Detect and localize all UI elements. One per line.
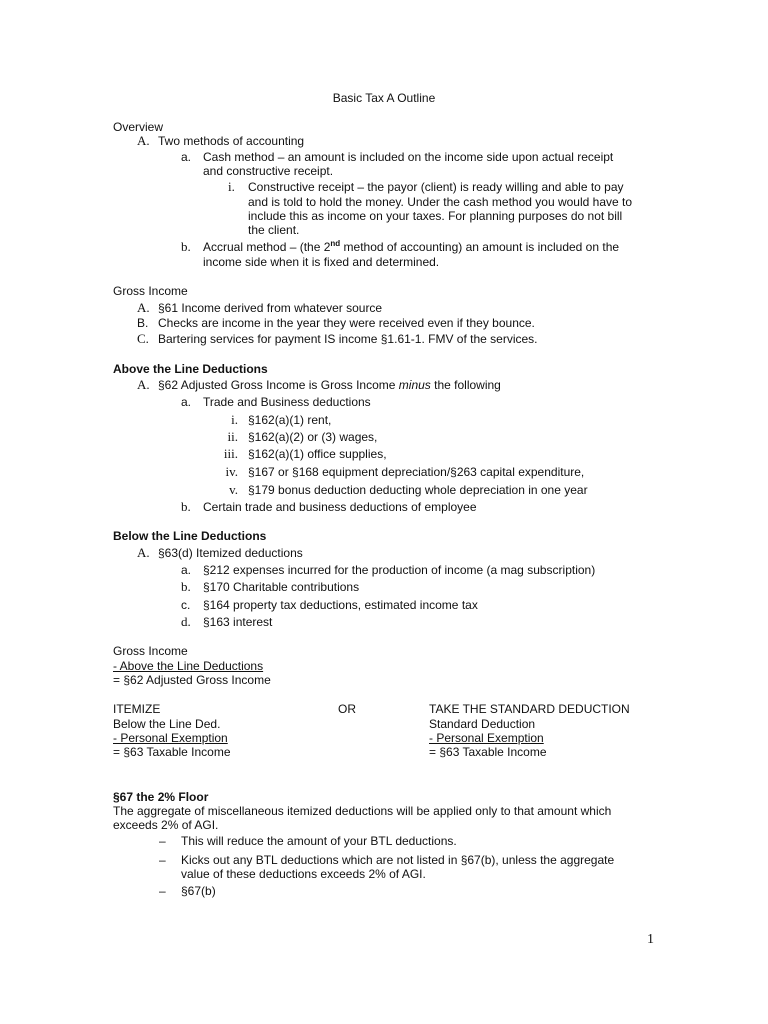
list-item: §179 bonus deduction deducting whole depreciation in one year [248, 483, 588, 497]
list-marker: iv. [225, 464, 238, 479]
floor-heading: §67 the 2% Floor [113, 790, 209, 804]
list-marker: v. [229, 482, 238, 497]
page-title: Basic Tax A Outline [332, 91, 436, 105]
cash-method-line: Cash method – an amount is included on the income side upon actual receipt [203, 150, 614, 164]
list-marker: a. [181, 150, 192, 164]
list-marker: b. [181, 579, 191, 594]
itemize-heading: ITEMIZE [113, 702, 161, 716]
list-item: §63(d) Itemized deductions [158, 546, 303, 560]
agi-definition: §62 Adjusted Gross Income is Gross Income minus the following [158, 378, 501, 392]
dash-bullet: – [159, 853, 166, 867]
formula-line: = §62 Adjusted Gross Income [113, 673, 271, 687]
list-item: This will reduce the amount of your BTL deductions. [181, 834, 457, 848]
page-number: 1 [647, 932, 654, 947]
list-item: value of these deductions exceeds 2% of AGI. [181, 867, 426, 881]
list-marker: b. [181, 499, 191, 514]
list-marker: d. [181, 614, 191, 629]
itemize-line: - Personal Exemption [113, 731, 228, 745]
accrual-method-line: Accrual method – (the 2nd method of accounting) an amount is included on the [203, 239, 620, 254]
list-marker: iii. [223, 446, 238, 461]
floor-paragraph-line: The aggregate of miscellaneous itemized deductions will be applied only to that amount which [113, 804, 612, 818]
list-marker: A. [137, 545, 150, 560]
constructive-receipt-line: the client. [248, 223, 300, 237]
list-item: Checks are income in the year they were received even if they bounce. [158, 316, 535, 330]
list-item: Trade and Business deductions [203, 395, 371, 409]
list-marker: A. [137, 133, 150, 148]
constructive-receipt-line: and is told to hold the money. Under the cash method you would have to [248, 195, 633, 209]
cash-method-line: and constructive receipt. [203, 164, 334, 178]
formula-line: Gross Income [113, 644, 188, 658]
standard-line: - Personal Exemption [429, 731, 544, 745]
list-item: §163 interest [203, 615, 273, 629]
list-marker: ii. [227, 429, 238, 444]
list-item: §61 Income derived from whatever source [158, 301, 383, 315]
list-marker: c. [181, 598, 191, 612]
gross-income-heading: Gross Income [113, 284, 188, 298]
list-item: §67(b) [181, 884, 216, 898]
list-item: §162(a)(1) office supplies, [248, 447, 387, 461]
list-marker: A. [137, 377, 150, 392]
list-item: §162(a)(2) or (3) wages, [248, 430, 378, 444]
standard-deduction-heading: TAKE THE STANDARD DEDUCTION [429, 702, 630, 716]
list-marker: a. [181, 395, 192, 409]
standard-line: Standard Deduction [429, 717, 536, 731]
list-item: Kicks out any BTL deductions which are not listed in §67(b), unless the aggregate [181, 853, 615, 867]
list-marker: i. [231, 412, 238, 427]
itemize-line: Below the Line Ded. [113, 717, 221, 731]
formula-line: - Above the Line Deductions [113, 659, 264, 673]
itemize-line: = §63 Taxable Income [113, 745, 231, 759]
list-item: Certain trade and business deductions of employee [203, 500, 477, 514]
dash-bullet: – [159, 884, 166, 898]
list-marker: B. [137, 316, 149, 330]
accrual-method-line: income side when it is fixed and determined. [203, 255, 440, 269]
below-line-heading: Below the Line Deductions [113, 529, 267, 543]
list-item: §164 property tax deductions, estimated income tax [203, 598, 478, 612]
list-marker: b. [181, 239, 191, 254]
overview-heading: Overview [113, 120, 164, 134]
list-marker: A. [137, 300, 150, 315]
list-item: §162(a)(1) rent, [248, 413, 332, 427]
list-item: §212 expenses incurred for the production of income (a mag subscription) [203, 563, 596, 577]
overview-item-a-text: Two methods of accounting [158, 134, 305, 148]
above-line-heading: Above the Line Deductions [113, 362, 268, 376]
list-marker: C. [137, 331, 149, 346]
or-label: OR [338, 702, 356, 716]
list-item: §170 Charitable contributions [203, 580, 360, 594]
constructive-receipt-line: Constructive receipt – the payor (client) is ready willing and able to pay [248, 180, 624, 194]
list-marker: a. [181, 563, 192, 577]
list-item: Bartering services for payment IS income §1.61-1. FMV of the services. [158, 332, 538, 346]
standard-line: = §63 Taxable Income [429, 745, 547, 759]
list-marker: i. [228, 179, 235, 194]
floor-paragraph-line: exceeds 2% of AGI. [113, 818, 219, 832]
constructive-receipt-line: include this as income on your taxes. For planning purposes do not bill [248, 209, 623, 223]
list-item: §167 or §168 equipment depreciation/§263 capital expenditure, [248, 465, 585, 479]
dash-bullet: – [159, 834, 166, 848]
